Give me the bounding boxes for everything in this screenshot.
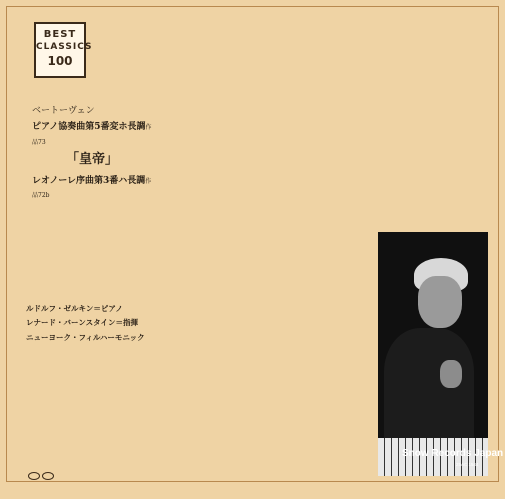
cbs-eye-logo-right xyxy=(42,472,54,480)
work-1-title xyxy=(32,120,152,149)
photo-hand xyxy=(440,360,462,388)
performer-conductor: レナード・バーンスタイン＝指揮 xyxy=(26,318,138,328)
best-classics-logo xyxy=(34,22,93,78)
photo-face xyxy=(418,276,462,328)
performer-pianist: ルドルフ・ゼルキン＝ピアノ xyxy=(26,304,123,313)
work-1-opus: 作品73 xyxy=(32,124,152,146)
work-2-title xyxy=(32,174,152,203)
work-1-subtitle: 「皇帝」 xyxy=(65,152,118,168)
watermark-name: Snow Records Japan xyxy=(402,448,504,459)
logo-line3: 100 xyxy=(47,54,73,68)
watermark-code: 25AC 1544 xyxy=(456,462,479,467)
pianist-photo xyxy=(378,232,488,476)
cbs-eye-logo-left xyxy=(28,472,40,480)
liner-notes-column-2 xyxy=(258,10,360,472)
logo-line2: CLASSICS xyxy=(36,42,93,52)
title-block xyxy=(32,104,152,203)
work-2-name: レオノーレ序曲第3番ハ長調 xyxy=(32,175,146,186)
composer-name: ベートーヴェン xyxy=(32,106,95,116)
liner-notes-column-1 xyxy=(148,10,258,472)
performers-block xyxy=(26,302,146,345)
logo-line1: BEST xyxy=(43,29,77,40)
work-2-opus: 作品72b xyxy=(32,177,152,200)
liner-notes-column-3 xyxy=(362,10,480,270)
performer-orchestra: ニューヨーク・フィルハーモニック xyxy=(26,332,145,342)
footer xyxy=(0,483,505,499)
work-1-name: ピアノ協奏曲第5番変ホ長調 xyxy=(32,122,146,133)
